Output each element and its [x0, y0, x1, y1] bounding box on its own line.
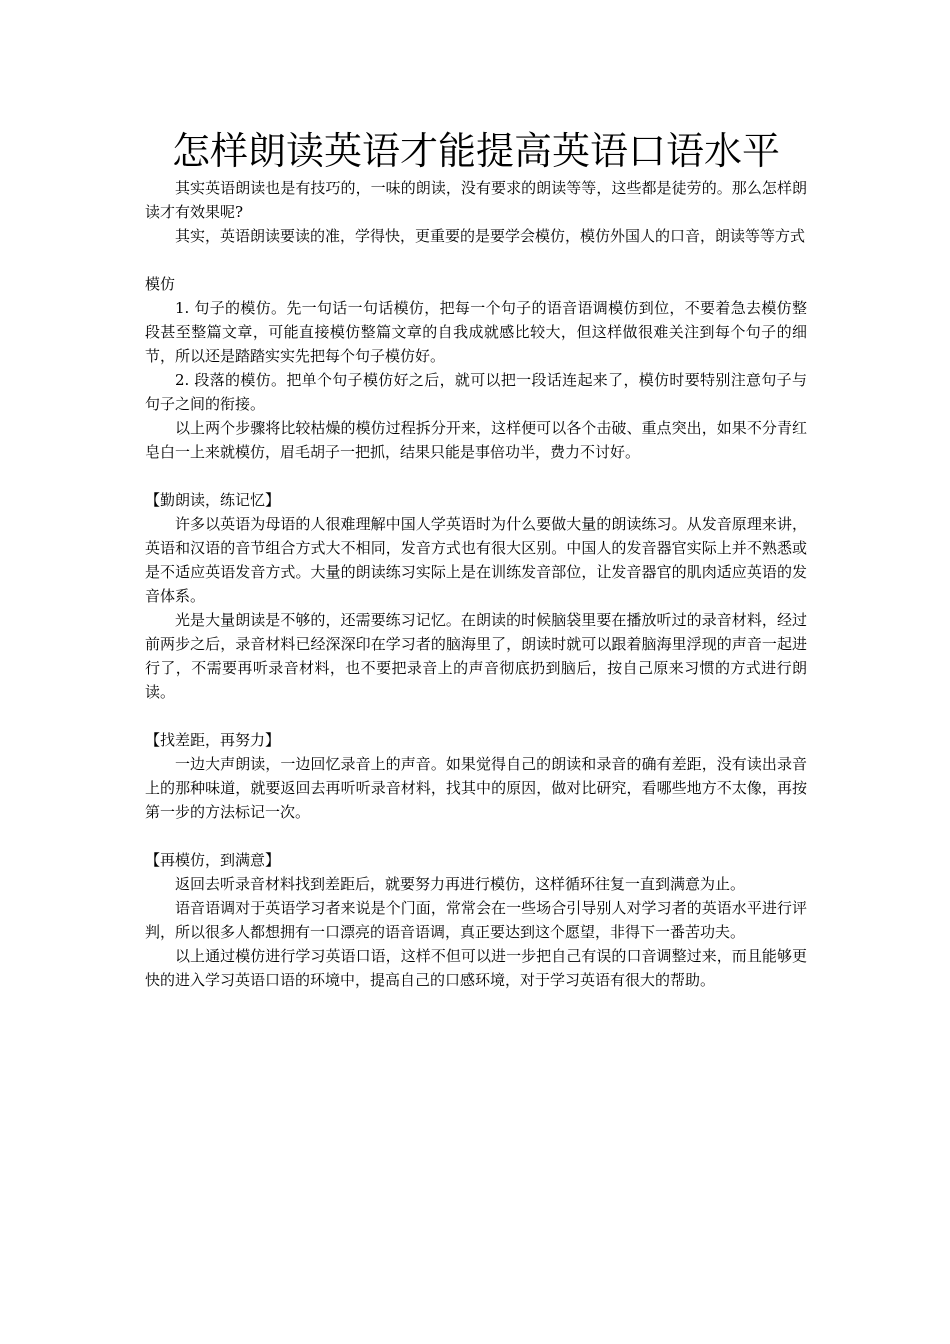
paragraph-spacer: [145, 824, 807, 848]
section-heading-reading: 【勤朗读，练记忆】: [145, 491, 281, 509]
reading-paragraph-2: 光是大量朗读是不够的，还需要练习记忆。在朗读的时候脑袋里要在播放听过的录音材料，经过前两步之后，录音材料已经深深印在学习者的脑海里了，朗读时就可以跟着脑海里浮现的声音一起进行了，不需要再听录音材料，也不要把录音上的声音彻底扔到脑后，按自己原来习惯的方式进行朗读。: [145, 611, 807, 701]
intro-paragraph-2: 其实，英语朗读要读的准，学得快，更重要的是要学会模仿，模仿外国人的口音，朗读等等方式: [175, 227, 806, 245]
satisfy-paragraph-3: 以上通过模仿进行学习英语口语，这样不但可以进一步把自己有误的口音调整过来，而且能够更快的进入学习英语口语的环境中，提高自己的口感环境，对于学习英语有很大的帮助。: [145, 947, 807, 989]
paragraph-spacer: [145, 704, 807, 728]
satisfy-paragraph-1: 返回去听录音材料找到差距后，就要努力再进行模仿，这样循环往复一直到满意为止。: [175, 875, 746, 893]
paragraph-spacer: [145, 464, 807, 488]
satisfy-paragraph-2: 语音语调对于英语学习者来说是个门面，常常会在一些场合引导别人对学习者的英语水平进行评判，所以很多人都想拥有一口漂亮的语音语调，真正要达到这个愿望，非得下一番苦功夫。: [145, 899, 807, 941]
paragraph-spacer: [145, 248, 807, 272]
reading-paragraph-1: 许多以英语为母语的人很难理解中国人学英语时为什么要做大量的朗读练习。从发音原理来讲，英语和汉语的音节组合方式大不相同，发音方式也有很大区别。中国人的发音器官实际上并不熟悉或是不适应英语发音方式。大量的朗读练习实际上是在训练发音部位，让发音器官的肌肉适应英语的发音体系。: [145, 515, 807, 605]
section-heading-gap: 【找差距，再努力】: [145, 731, 281, 749]
imitation-paragraph-2: 2. 段落的模仿。把单个句子模仿好之后，就可以把一段话连起来了，模仿时要特别注意句子与句子之间的衔接。: [145, 371, 807, 413]
intro-paragraph-1: 其实英语朗读也是有技巧的，一味的朗读，没有要求的朗读等等，这些都是徒劳的。那么怎样朗读才有效果呢?: [145, 179, 807, 221]
document-title: 怎样朗读英语才能提高英语口语水平: [171, 129, 780, 173]
section-heading-satisfy: 【再模仿，到满意】: [145, 851, 281, 869]
imitation-paragraph-1: 1. 句子的模仿。先一句话一句话模仿，把每一个句子的语音语调模仿到位，不要着急去模仿整段甚至整篇文章，可能直接模仿整篇文章的自我成就感比较大，但这样做很难关注到每个句子的细节，所以还是踏踏实实先把每个句子模仿好。: [145, 299, 807, 365]
document-page: [145, 128, 807, 992]
imitation-paragraph-3: 以上两个步骤将比较枯燥的模仿过程拆分开来，这样便可以各个击破、重点突出，如果不分青红皂白一上来就模仿，眉毛胡子一把抓，结果只能是事倍功半，费力不讨好。: [145, 419, 807, 461]
gap-paragraph-1: 一边大声朗读，一边回忆录音上的声音。如果觉得自己的朗读和录音的确有差距，没有读出录音上的那种味道，就要返回去再听听录音材料，找其中的原因，做对比研究，看哪些地方不太像，再按第一步的方法标记一次。: [145, 755, 807, 821]
section-heading-imitation: 模仿: [145, 275, 176, 293]
